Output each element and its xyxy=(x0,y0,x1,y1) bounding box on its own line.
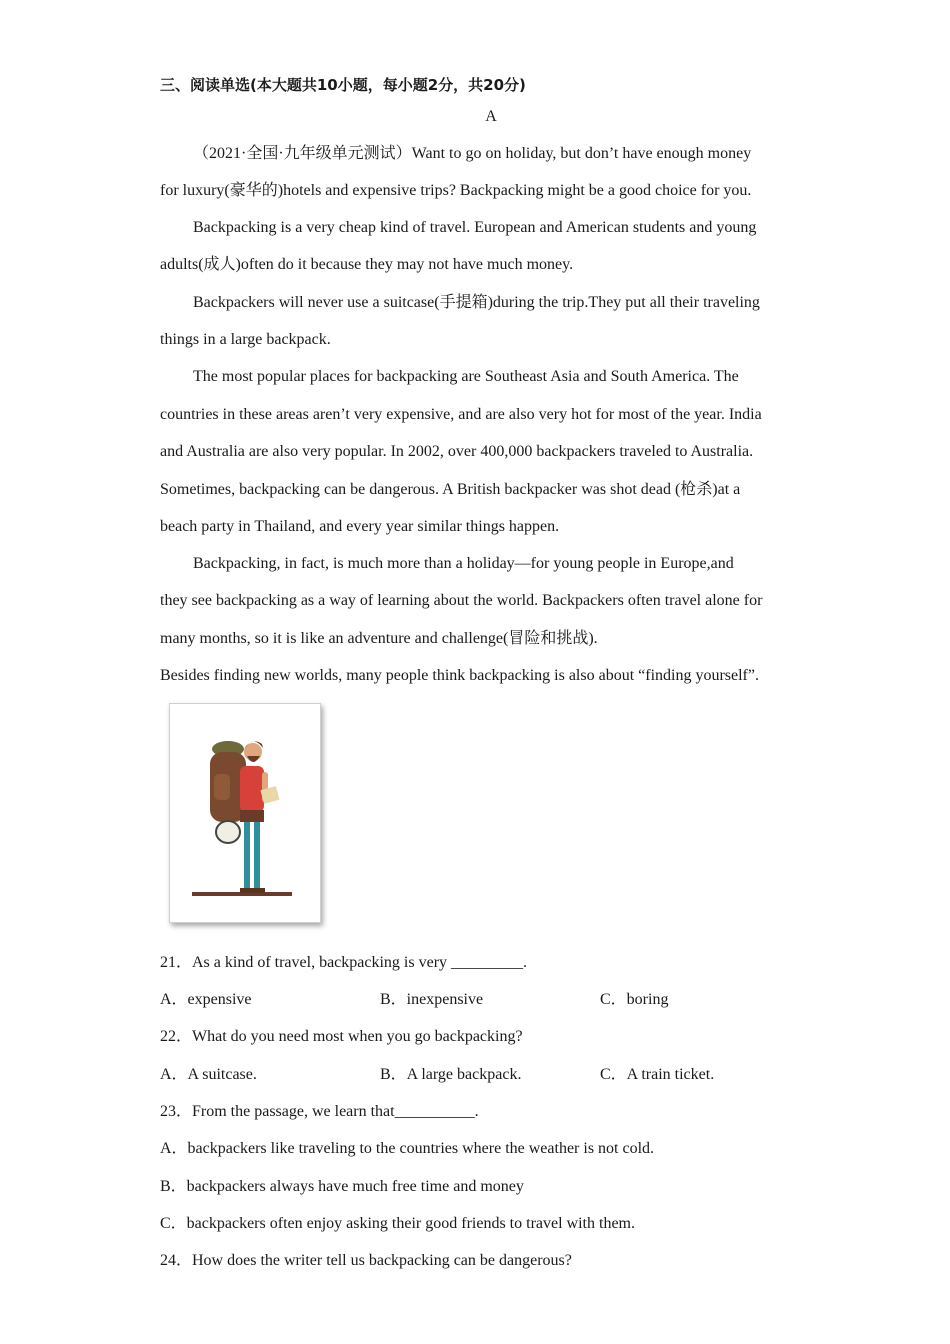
passage-line: The most popular places for backpacking are Southeast Asia and South America. The xyxy=(193,368,739,385)
question-stem: 22．What do you need most when you go backpacking? xyxy=(160,1028,523,1045)
option[interactable]: A．backpackers like traveling to the countries where the weather is not cold. xyxy=(160,1140,655,1157)
passage-line: they see backpacking as a way of learning about the world. Backpackers often travel alone for xyxy=(160,592,763,609)
question-stem: 24．How does the writer tell us backpacking can be dangerous? xyxy=(160,1252,572,1269)
passage-label: A xyxy=(485,108,497,125)
question-stem: 21．As a kind of travel, backpacking is very _________. xyxy=(160,954,528,971)
option[interactable]: B．backpackers always have much free time and money xyxy=(160,1178,524,1195)
option[interactable]: C．backpackers often enjoy asking their good friends to travel with them. xyxy=(160,1215,635,1232)
option[interactable]: C．A train ticket. xyxy=(600,1066,715,1083)
option[interactable]: B．inexpensive xyxy=(380,991,484,1008)
option[interactable]: A．A suitcase. xyxy=(160,1066,257,1083)
option[interactable]: C．boring xyxy=(600,991,669,1008)
passage-line: （2021·全国·九年级单元测试）Want to go on holiday, but don’t have enough money xyxy=(193,145,752,162)
passage-line: many months, so it is like an adventure and challenge(冒险和挑战). xyxy=(160,630,598,647)
passage-line: and Australia are also very popular. In 2002, over 400,000 backpackers traveled to Australia. xyxy=(160,443,754,460)
passage-line: Sometimes, backpacking can be dangerous. A British backpacker was shot dead (枪杀)at a xyxy=(160,481,741,498)
question-stem: 23．From the passage, we learn that__________. xyxy=(160,1103,479,1120)
section-title: 三、阅读单选(本大题共10小题，每小题2分，共20分) xyxy=(160,76,526,94)
passage-line: countries in these areas aren’t very expensive, and are also very hot for most of the year. India xyxy=(160,406,762,423)
passage-line: Besides finding new worlds, many people think backpacking is also about “finding yourself”. xyxy=(160,667,759,684)
passage-line: Backpacking, in fact, is much more than a holiday—for young people in Europe,and xyxy=(193,555,734,572)
passage-line: Backpacking is a very cheap kind of travel. European and American students and young xyxy=(193,219,757,236)
passage-line: for luxury(豪华的)hotels and expensive trips? Backpacking might be a good choice for you. xyxy=(160,182,752,199)
option[interactable]: B．A large backpack. xyxy=(380,1066,522,1083)
passage-line: things in a large backpack. xyxy=(160,331,331,348)
passage-line: beach party in Thailand, and every year similar things happen. xyxy=(160,518,560,535)
passage-line: Backpackers will never use a suitcase(手提箱)during the trip.They put all their traveling xyxy=(193,294,760,311)
passage-line: adults(成人)often do it because they may not have much money. xyxy=(160,256,574,273)
backpacker-illustration xyxy=(169,703,321,923)
option[interactable]: A．expensive xyxy=(160,991,252,1008)
